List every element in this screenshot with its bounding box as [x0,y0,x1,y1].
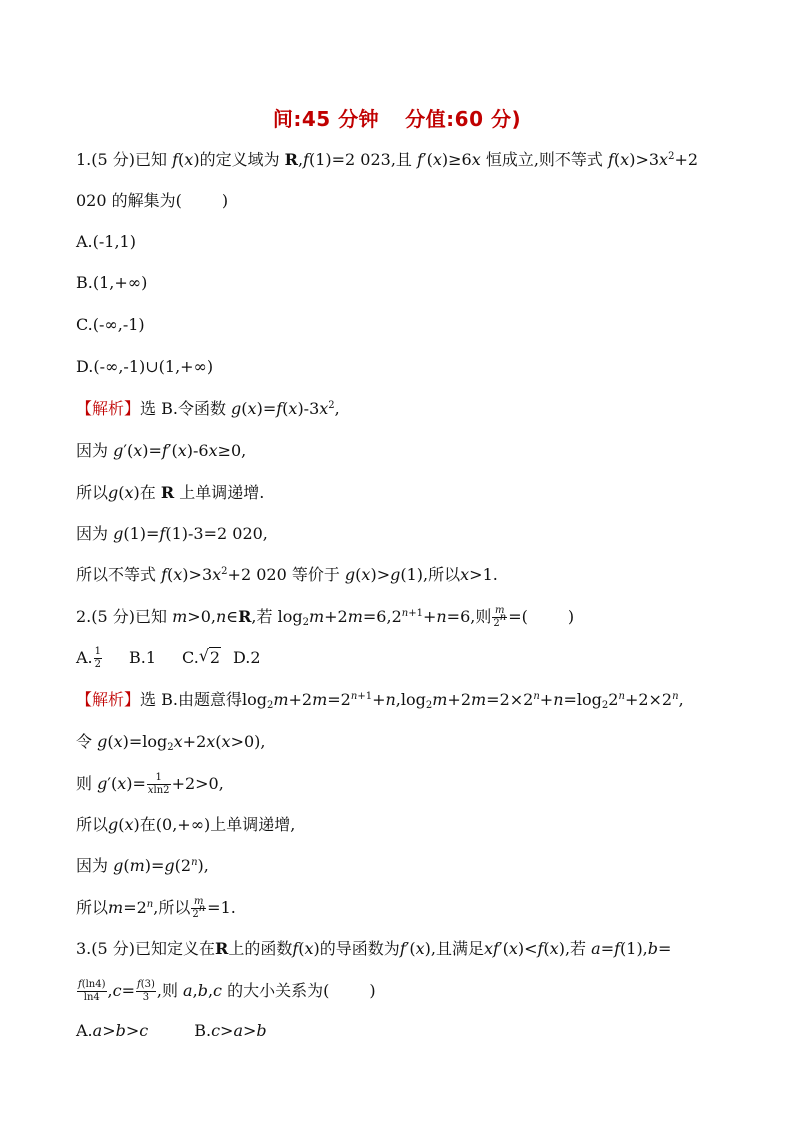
q3-stem-line1: 3.(5 分)已知定义在R上的函数f(x)的导函数为f′(x),且满足xf′(x)<f(x),若 a=f(1),b= [76,939,672,958]
q2-analysis-line6: 所以$m=2^n$,所以 $\frac{m}{2^n}$ =1. [76,896,236,920]
q3-stem-line2: $\frac{f(\ln 4)}{\ln 4}$ ,c= $\frac{f(3)}{3}$ ,则 a,b,c 的大小关系为( ) [78,979,376,1003]
analysis-tag: 【解析】 [76,690,141,709]
q2-stem-line1: 2.(5 分)已知 m>0,n∈R,若 $\log_2m+2m=6,2^{n+1}+n=6$,则 $\frac{m}{2^n}$ =( ) [76,605,575,629]
q1-analysis-line2: 因为 g′(x)=f′(x)-6x≥0, [76,441,247,460]
q1-analysis-line3: 所以g(x)在 R 上单调递增. [76,483,265,502]
q2-analysis-line3: 则 g′(x)= $\frac{1}{xln2}$ +2>0, [76,772,224,796]
q2-analysis-line2: 令 $g(x)=\log_2x+2x(x>0)$, [76,732,266,753]
analysis-tag: 【解析】 [76,399,141,418]
q1-option-a: A.(-1,1) [76,232,136,251]
q1-option-c: C.(-∞,-1) [76,315,145,334]
q3-options: A.a>b>c B.c>a>b [76,1021,267,1040]
q1-analysis-line5: 所以不等式 $f(x)>3x^2+2$ 020 等价于 g(x)>g(1),所以x>1. [76,565,498,584]
q1-stem-line1: 1.(5 分)已知 f(x)的定义域为 R,f(1)=2 023,且 f′(x)≥6x 恒成立,则不等式 $f(x)>3x^2+2$ [76,150,699,169]
page-title [0,103,794,132]
q2-analysis-line1: 【解析】选 B.由题意得$\log_2m+2m=2^{n+1}+n,\log_2m+2m=2\times 2^n+n=\log_22^n+2\times 2^n$, [76,690,684,711]
q1-analysis-line1: 【解析】选 B.令函数 $g(x)=f(x)-3x^2$, [76,399,340,418]
q1-option-b: B.(1,+∞) [76,273,148,292]
title-score: 分值:60 分) [405,107,522,131]
q2-analysis-line4: 所以g(x)在(0,+∞)上单调递增, [76,815,296,834]
q1-stem-line2: 020 的解集为( ) [76,191,229,210]
q1-option-d: D.(-∞,-1)∪(1,+∞) [76,357,214,376]
title-time: 间:45 分钟 [272,107,380,131]
q2-options: A. $\frac{1}{2}$ B.1 C. √ 2 D.2 [76,646,261,670]
q1-analysis-line4: 因为 g(1)=f(1)-3=2 020, [76,524,268,543]
q2-analysis-line5: 因为 $g(m)=g(2^n)$, [76,856,209,875]
